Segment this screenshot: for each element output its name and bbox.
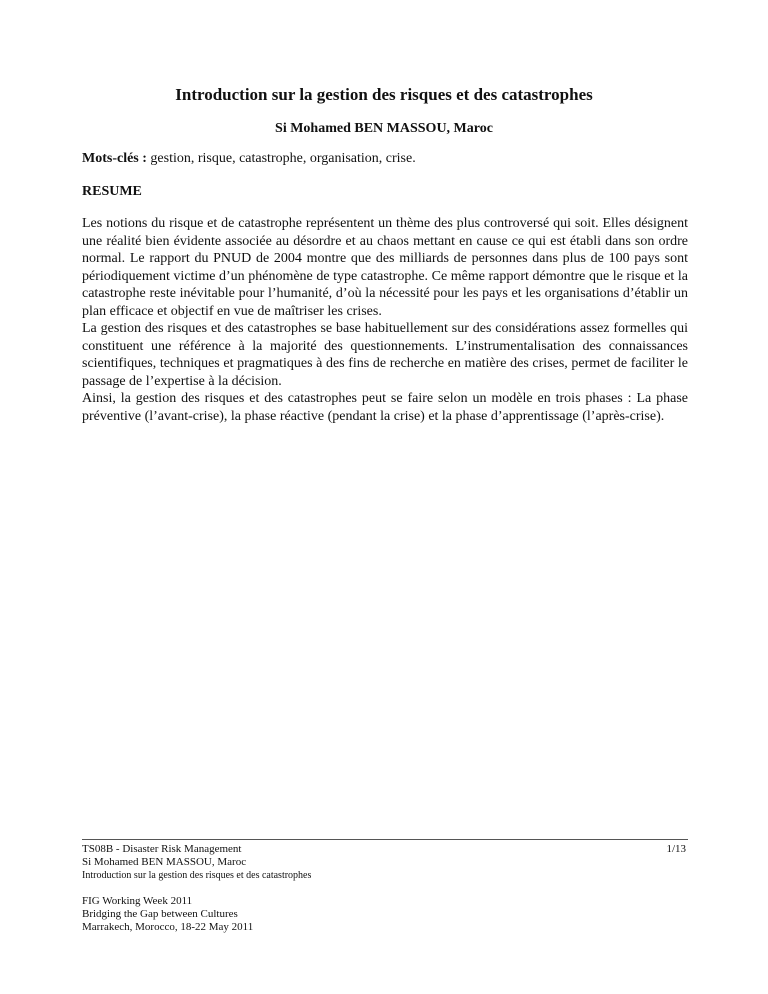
section-heading-resume: RESUME: [82, 184, 142, 199]
footer-event: FIG Working Week 2011: [82, 895, 193, 907]
abstract-paragraph: La gestion des risques et des catastrophes se base habituellement sur des considérations assez formelles qui constituent une référence à la majorité des questionnements. L’instrumentalisation des connaissances scientifiques, techniques et pragmatiques à des fins de recherche en matière des crises, permet de faciliter le passage de l’expertise à la décision.: [82, 321, 688, 389]
footer-location: Marrakech, Morocco, 18-22 May 2011: [82, 921, 254, 933]
abstract-paragraph: Les notions du risque et de catastrophe représentent un thème des plus controversé qui soit. Elles désignent une réalité bien évidente associée au désordre et au chaos mettant en cause ce qui est établi dans son ordre normal. Le rapport du PNUD de 2004 montre que des milliards de personnes dans plus de 100 pays sont périodiquement victime d’un phénomène de type catastrophe. Ce même rapport démontre que le risque et la catastrophe reste inévitable pour l’humanité, d’où la nécessité pour les pays et les organisations d’établir un plan efficace et objectif en vue de maîtriser les crises.: [82, 216, 688, 319]
paper-title: Introduction sur la gestion des risques et des catastrophes: [175, 85, 593, 104]
keywords-text: gestion, risque, catastrophe, organisation, crise.: [146, 151, 416, 166]
footer-spacer: [82, 882, 562, 895]
abstract-paragraph: Ainsi, la gestion des risques et des catastrophes peut se faire selon un modèle en trois phases : La phase préventive (l’avant-crise), la phase réactive (pendant la crise) et la phase d’apprentissage (l’après-crise).: [82, 391, 688, 424]
footer-divider: [82, 839, 688, 840]
footer-theme: Bridging the Gap between Cultures: [82, 908, 238, 920]
footer-author: Si Mohamed BEN MASSOU, Maroc: [82, 856, 247, 868]
keywords-label: Mots-clés :: [82, 151, 147, 166]
footer-title: Introduction sur la gestion des risques et des catastrophes: [82, 870, 312, 881]
footer-block: [82, 843, 562, 934]
page-number: 1/13: [666, 843, 686, 855]
footer-session: TS08B - Disaster Risk Management: [82, 843, 242, 855]
keywords-line: [82, 150, 688, 168]
paper-author: Si Mohamed BEN MASSOU, Maroc: [275, 121, 493, 136]
abstract-body: [82, 215, 688, 425]
